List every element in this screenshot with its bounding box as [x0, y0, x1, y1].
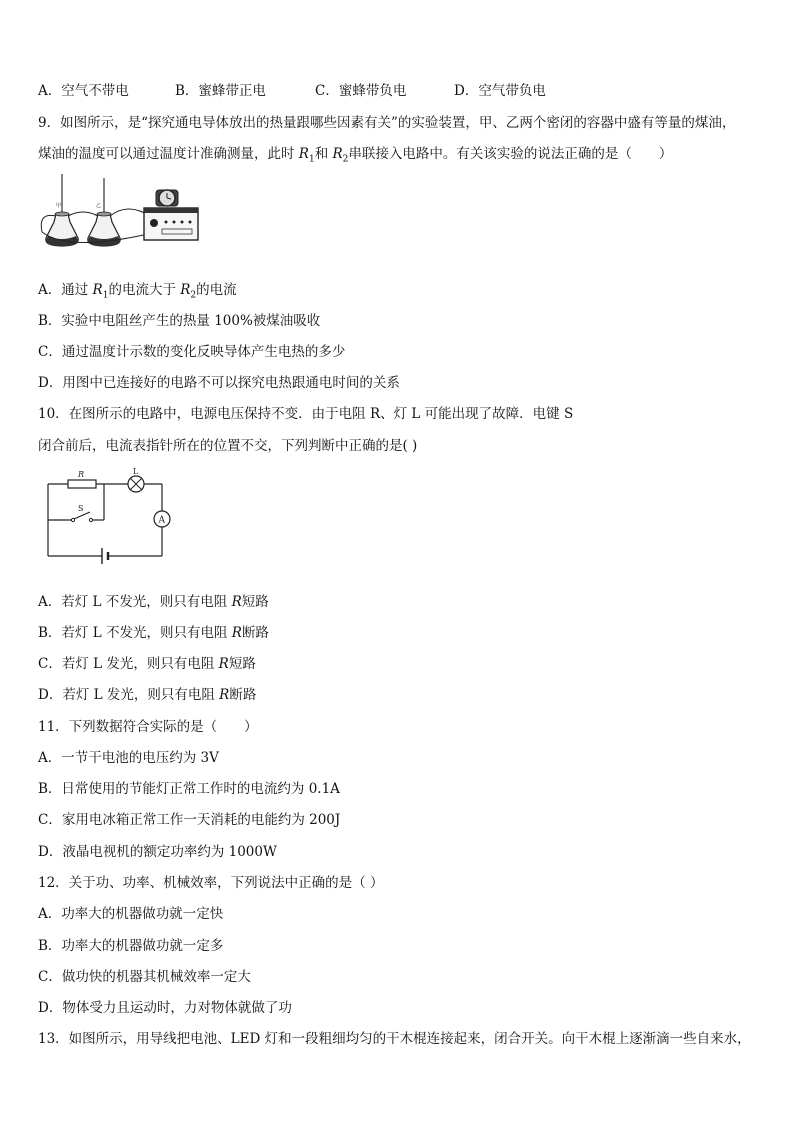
q8-option-b: B．蜜蜂带正电 — [175, 83, 266, 99]
q10-option-c-suffix: 短路 — [228, 656, 256, 672]
q11-option-a: A．一节干电池的电压约为 3V — [38, 750, 219, 766]
q9-fig-label-yi: 乙 — [96, 203, 102, 209]
q10-stem-line2: 闭合前后，电流表指针所在的位置不交，下列判断中正确的是( ) — [38, 438, 418, 454]
q10-option-a — [38, 593, 269, 611]
q11-option-b: B．日常使用的节能灯正常工作时的电流约为 0.1A — [38, 781, 340, 797]
q9-var-r2: R — [332, 146, 343, 162]
q10-stem-line1: 10．在图所示的电路中，电源电压保持不变．由于电阻 R、灯 L 可能出现了故障．电键 S — [38, 406, 574, 422]
q13-stem-line1: 13．如图所示，用导线把电池、LED 灯和一段粗细均匀的干木棍连接起来，闭合开关。向干木棍上逐渐滴一些自来水， — [38, 1031, 751, 1047]
q9-var-r1-sub: 1 — [308, 154, 315, 165]
q9-var-r1: R — [298, 146, 309, 162]
q9-option-a-text-2: 的电流大于 — [108, 282, 181, 298]
q9-stem-text-b: 串联接入电路中。有关该实验的说法正确的是（ ） — [348, 146, 673, 162]
q10-option-a-suffix: 短路 — [241, 594, 269, 610]
q12-option-b: B．功率大的机器做功就一定多 — [38, 938, 224, 954]
q9-option-a-var-r1-sub: 1 — [102, 290, 109, 301]
q9-option-a-var-r1: R — [92, 282, 103, 298]
q12-option-d: D．物体受力且运动时，力对物体就做了功 — [38, 1000, 292, 1016]
q10-option-d-text: D．若灯 L 发光，则只有电阻 — [38, 687, 220, 703]
q10-fig-label-l: L — [133, 468, 139, 476]
q9-stem-line1: 9．如图所示，是“探究通电导体放出的热量跟哪些因素有关”的实验装置，甲、乙两个密闭的容器中盛有等量的煤油， — [38, 115, 736, 131]
q10-option-d-suffix: 断路 — [229, 687, 257, 703]
q8-option-c: C．蜜蜂带负电 — [315, 83, 407, 99]
q12-option-c: C．做功快的机器其机械效率一定大 — [38, 969, 251, 985]
q9-var-r2-sub: 2 — [342, 154, 349, 165]
q10-option-a-var: R — [231, 594, 242, 610]
q9-option-a-var-r2-sub: 2 — [190, 290, 197, 301]
q10-option-c — [38, 655, 256, 673]
q9-option-a-var-r2: R — [180, 282, 191, 298]
q10-circuit-figure — [38, 468, 188, 566]
q10-option-b-var: R — [231, 625, 242, 641]
q9-stem-text-and: 和 — [314, 146, 333, 162]
q10-option-c-text: C．若灯 L 发光，则只有电阻 — [38, 656, 219, 672]
q10-fig-label-r: R — [78, 470, 85, 479]
q9-option-b: B．实验中电阻丝产生的热量 100%被煤油吸收 — [38, 313, 321, 329]
q10-fig-label-s: S — [78, 504, 84, 513]
q10-option-c-var: R — [218, 656, 229, 672]
q11-option-d: D．液晶电视机的额定功率约为 1000W — [38, 844, 277, 860]
q8-option-a: A．空气不带电 — [38, 83, 129, 99]
q10-option-d — [38, 686, 256, 704]
q11-option-c: C．家用电冰箱正常工作一天消耗的电能约为 200J — [38, 812, 341, 828]
q9-option-c: C．通过温度计示数的变化反映导体产生电热的多少 — [38, 344, 346, 360]
q9-option-a-text-1: A．通过 — [38, 282, 93, 298]
q10-option-d-var: R — [219, 687, 230, 703]
q11-stem: 11．下列数据符合实际的是（ ） — [38, 719, 258, 735]
q9-stem-text-a: 煤油的温度可以通过温度计准确测量，此时 — [38, 146, 299, 162]
q10-option-a-text: A．若灯 L 不发光，则只有电阻 — [38, 594, 232, 610]
q9-option-a — [38, 281, 237, 305]
q9-option-a-text-3: 的电流 — [196, 282, 237, 298]
q8-option-d: D．空气带负电 — [454, 83, 546, 99]
q10-option-b — [38, 624, 269, 642]
q8-options — [38, 82, 546, 100]
q12-option-a: A．功率大的机器做功就一定快 — [38, 906, 224, 922]
q10-option-b-suffix: 断路 — [241, 625, 269, 641]
q9-apparatus-figure — [38, 172, 248, 252]
q9-option-d: D．用图中已连接好的电路不可以探究电热跟通电时间的关系 — [38, 375, 400, 391]
q9-stem-line2 — [38, 145, 672, 169]
q12-stem: 12．关于功、功率、机械效率，下列说法中正确的是（ ） — [38, 875, 384, 891]
q10-option-b-text: B．若灯 L 不发光，则只有电阻 — [38, 625, 232, 641]
q9-fig-label-jia: 甲 — [56, 203, 62, 209]
q10-fig-label-a: A — [158, 515, 165, 526]
